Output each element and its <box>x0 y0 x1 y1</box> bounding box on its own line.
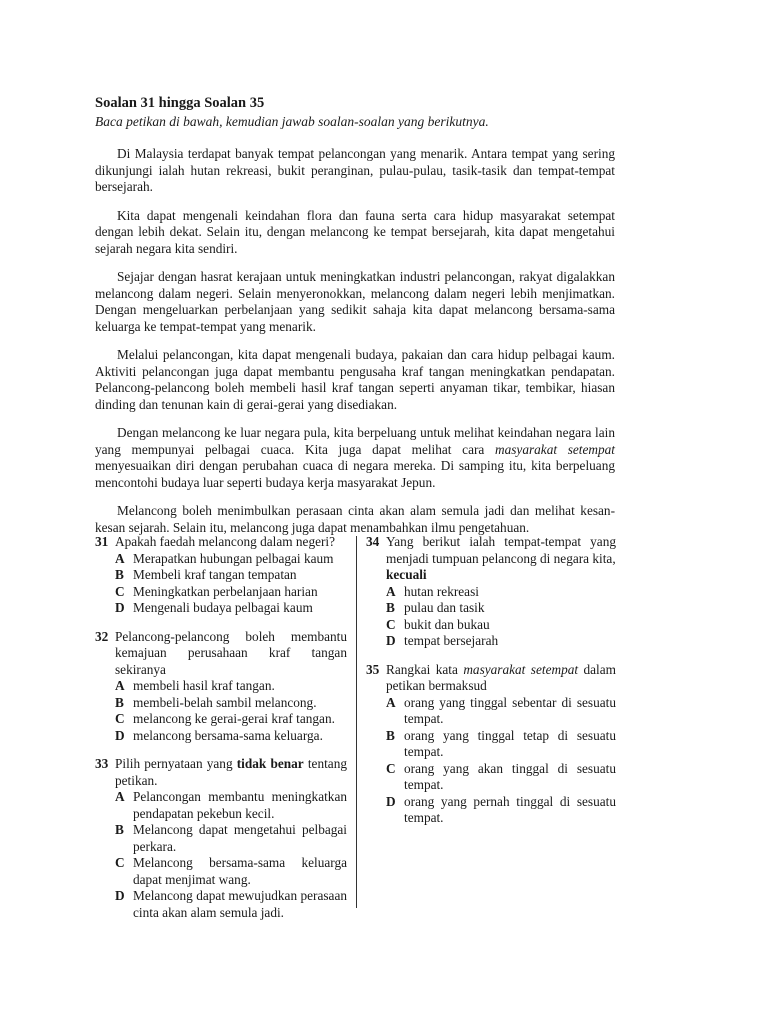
option-letter: C <box>386 760 396 776</box>
options-list <box>115 551 347 617</box>
question-text <box>386 534 616 584</box>
option-d[interactable] <box>115 728 347 745</box>
question-34 <box>366 534 616 650</box>
passage-paragraph-5-italic-phrase: masyarakat setempat <box>495 441 615 457</box>
option-a[interactable] <box>115 789 347 822</box>
option-d[interactable] <box>115 888 347 921</box>
options-list <box>386 695 616 827</box>
question-33 <box>95 756 347 921</box>
option-text: melancong ke gerai-gerai kraf tangan. <box>133 711 335 726</box>
question-number: 34 <box>366 534 380 549</box>
question-31 <box>95 534 347 617</box>
question-number: 32 <box>95 628 109 644</box>
option-letter: A <box>386 583 396 599</box>
option-d[interactable] <box>386 633 616 650</box>
question-number: 35 <box>366 661 380 677</box>
question-text-end: dalam petikan bermaksud <box>386 661 616 693</box>
question-emphasis: kecuali <box>386 567 427 582</box>
option-letter: B <box>115 567 124 582</box>
option-a[interactable] <box>115 678 347 695</box>
option-letter: B <box>386 727 395 743</box>
option-d[interactable] <box>386 794 616 827</box>
option-text: orang yang akan tinggal di sesuatu tempat. <box>404 760 616 792</box>
option-c[interactable] <box>115 855 347 888</box>
option-c[interactable] <box>115 711 347 728</box>
passage-paragraph-5-text-start: Dengan melancong ke luar negara pula, kita berpeluang untuk melihat keindahan negara lain yang mempunyai pelbagai cuaca. Kita juga dapat melihat cara <box>95 425 615 457</box>
option-text: melancong bersama-sama keluarga. <box>133 727 323 743</box>
option-b[interactable] <box>115 822 347 855</box>
option-text: orang yang tinggal tetap di sesuatu tempat. <box>404 727 616 759</box>
question-35 <box>366 662 616 827</box>
option-text: hutan rekreasi <box>404 583 479 599</box>
option-b[interactable] <box>115 695 347 712</box>
passage-paragraph-5 <box>95 425 615 491</box>
options-list <box>386 584 616 650</box>
option-letter: B <box>115 694 124 710</box>
option-b[interactable] <box>115 567 347 584</box>
option-text: bukit dan bukau <box>404 616 490 632</box>
option-text: membeli-belah sambil melancong. <box>133 694 317 710</box>
question-number: 33 <box>95 756 109 771</box>
option-letter: D <box>115 888 125 903</box>
option-text: Membeli kraf tangan tempatan <box>133 567 297 582</box>
question-italic-phrase: masyarakat setempat <box>463 661 579 677</box>
option-letter: A <box>386 694 396 710</box>
option-letter: D <box>386 793 396 809</box>
option-text: Melancong dapat mewujudkan perasaan cinta akan alam semula jadi. <box>133 888 347 920</box>
question-number: 31 <box>95 534 109 549</box>
section-instruction: Baca petikan di bawah, kemudian jawab soalan-soalan yang berikutnya. <box>95 114 489 129</box>
option-b[interactable] <box>386 600 616 617</box>
option-d[interactable] <box>115 600 347 617</box>
option-c[interactable] <box>115 584 347 601</box>
question-text: Pelancong-pelancong boleh membantu kemajuan perusahaan kraf tangan sekiranya <box>115 628 347 677</box>
option-text: Melancong bersama-sama keluarga dapat menjimat wang. <box>133 855 347 887</box>
option-letter: B <box>386 600 395 615</box>
passage-paragraph-1: Di Malaysia terdapat banyak tempat pelancongan yang menarik. Antara tempat yang sering dikunjungi ialah hutan rekreasi, bukit peranginan, pulau-pulau, tasik-tasik dan tempat-tempat bersejarah. <box>95 146 615 194</box>
option-letter: A <box>115 550 125 566</box>
question-text-end: tentang petikan. <box>115 756 347 788</box>
option-letter: D <box>386 633 396 648</box>
questions-left-column <box>95 534 347 933</box>
option-letter: C <box>115 855 125 870</box>
options-list <box>115 789 347 921</box>
option-text: Melancong dapat mengetahui pelbagai perkara. <box>133 822 347 854</box>
option-b[interactable] <box>386 728 616 761</box>
question-32 <box>95 629 347 745</box>
passage-paragraph-4: Melalui pelancongan, kita dapat mengenali budaya, pakaian dan cara hidup pelbagai kaum. Aktiviti pelancongan juga dapat membantu pengusaha kraf tangan meningkatkan pendapatan. Pelancong-pelancong boleh membeli hasil kraf tangan seperti anyaman tikar, tembikar, hiasan dinding dan tenunan kain di gerai-gerai yang disediakan. <box>95 347 615 412</box>
option-text: orang yang pernah tinggal di sesuatu tempat. <box>404 793 616 825</box>
passage-paragraph-5-text-end: menyesuaikan diri dengan perubahan cuaca di negara mereka. Di samping itu, kita berpeluang mencontohi budaya luar seperti budaya kerja masyarakat Jepun. <box>95 458 615 490</box>
reading-passage <box>95 146 615 536</box>
option-text: Meningkatkan perbelanjaan harian <box>133 583 318 599</box>
option-c[interactable] <box>386 761 616 794</box>
option-text: Pelancongan membantu meningkatkan pendapatan pekebun kecil. <box>133 789 347 821</box>
column-divider <box>356 536 357 908</box>
option-text: membeli hasil kraf tangan. <box>133 678 275 693</box>
question-text <box>386 662 616 695</box>
section-heading: Soalan 31 hingga Soalan 35 <box>95 95 265 111</box>
option-letter: B <box>115 822 124 837</box>
option-letter: D <box>115 727 125 743</box>
question-text <box>115 756 347 789</box>
option-letter: A <box>115 789 125 804</box>
passage-paragraph-3: Sejajar dengan hasrat kerajaan untuk meningkatkan industri pelancongan, rakyat digalakkan melancong dalam negeri. Selain menyeronokkan, melancong dalam negeri lebih menjimatkan. Dengan mengeluarkan perbelanjaan yang sedikit sahaja kita dapat melancong bersama-sama keluarga ke tempat-tempat yang menarik. <box>95 269 615 334</box>
option-a[interactable] <box>386 695 616 728</box>
option-letter: C <box>386 616 396 632</box>
option-text: Merapatkan hubungan pelbagai kaum <box>133 550 334 566</box>
option-letter: C <box>115 583 125 599</box>
question-text-start: Rangkai kata <box>386 661 464 677</box>
option-a[interactable] <box>386 584 616 601</box>
option-text: orang yang tinggal sebentar di sesuatu tempat. <box>404 694 616 726</box>
option-a[interactable] <box>115 551 347 568</box>
option-text: pulau dan tasik <box>404 600 485 615</box>
option-letter: D <box>115 600 125 615</box>
question-text-start: Pilih pernyataan yang <box>115 756 237 771</box>
option-letter: C <box>115 711 125 726</box>
option-c[interactable] <box>386 617 616 634</box>
option-text: tempat bersejarah <box>404 633 499 648</box>
question-text: Apakah faedah melancong dalam negeri? <box>115 534 336 549</box>
passage-paragraph-6: Melancong boleh menimbulkan perasaan cinta akan alam semula jadi dan melihat kesan-kesan sejarah. Selain itu, melancong juga dapat menambahkan ilmu pengetahuan. <box>95 503 615 535</box>
option-letter: A <box>115 678 125 693</box>
option-text: Mengenali budaya pelbagai kaum <box>133 600 313 615</box>
questions-right-column <box>366 534 616 839</box>
passage-paragraph-2: Kita dapat mengenali keindahan flora dan fauna serta cara hidup masyarakat setempat dengan lebih dekat. Selain itu, dengan melancong ke tempat bersejarah, kita dapat mengetahui sejarah negara kita sendiri. <box>95 207 615 256</box>
options-list <box>115 678 347 744</box>
question-text-start: Yang berikut ialah tempat-tempat yang menjadi tumpuan pelancong di negara kita, <box>386 534 616 566</box>
question-emphasis: tidak benar <box>236 756 304 771</box>
